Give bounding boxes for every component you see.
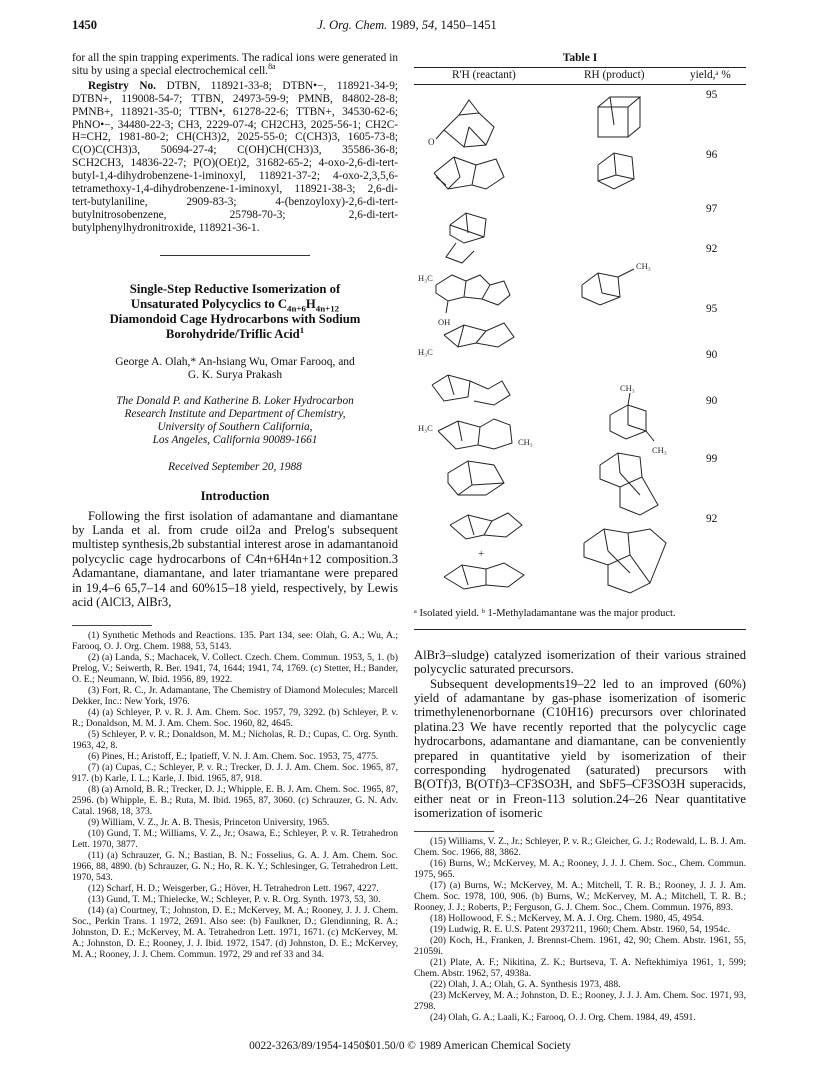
col-yield: yield,ᵃ %: [690, 68, 731, 81]
reactant-methyl-diene-structure: [444, 323, 514, 347]
table-title: Table I: [562, 52, 598, 64]
footnote: (17) (a) Burns, W.; McKervey, M. A.; Mitchell, T. R. B.; Rooney, J. J. J. Am. Chem. Soc. 1978, 100, 906. (b) Burns, W.; McKervey, M. A.; Mitchell, T. R. B.; Rooney, J. J.; Roberts, P.; Ferguson, G. J. Chem. Soc., Chem. Commun. 1976, 893.: [414, 879, 746, 913]
yield-value: 90: [706, 394, 718, 407]
footnote: (8) (a) Arnold, B. R.; Trecker, D. J.; Whipple, E. B. J. Am. Chem. Soc. 1965, 87, 2596. (b) Whipple, E. B.; Ruta, M. Ibid. 1965, 87, 3060. (c) Schrauzer, G. N. Adv. Catal. 1968, 18, 373.: [72, 784, 398, 818]
carry-over-paragraph: for all the spin trapping experiments. The radical ions were generated in situ by using a special electrochemical cell.$^{8a}$: [72, 52, 398, 77]
ch3-label-2: CH₃: [518, 436, 533, 447]
reactant-dimer-structure-b: [444, 563, 524, 589]
registry-label: Registry No.: [88, 79, 156, 92]
yield-value: 97: [706, 202, 718, 215]
footnote: (21) Plate, A. F.; Nikitina, Z. K.; Burtseva, T. A. Neftekhimiya 1961, 1, 599; Chem. Abstr. 1962, 57, 4938a.: [414, 956, 746, 979]
product-triamantane-structure: [584, 529, 666, 593]
right-paragraph-1: AlBr3–sludge) catalyzed isomerization of their various strained polycyclic saturated precursors.: [414, 647, 746, 677]
plus-sign: +: [478, 547, 485, 560]
article-title: Single-Step Reductive Isomerization of Unsaturated Polycyclics to $C_{4n+6}H_{4n+12}$ Diamondoid Cage Hydrocarbons with Sodium Borohydride/Triflic Acid$^1$: [109, 281, 361, 341]
affiliation: The Donald P. and Katherine B. Loker Hydrocarbon Research Institute and Department of Chemistry, University of Southern California, Los Angeles, California 90089-1661: [116, 394, 354, 446]
product-dimethyladamantane-structure: [610, 393, 654, 441]
journal-volume: 54,: [421, 18, 438, 32]
footnote: (7) (a) Cupas, C.; Schleyer, P. v. R.; Trecker, D. J. J. Am. Chem. Soc. 1965, 87, 917. (b) Karle, I. L.; Karle, J. Ibid. 1965, 87, 918.: [72, 762, 398, 785]
registry-paragraph: [72, 80, 398, 235]
structures-svg: [414, 85, 746, 600]
col-product: RH (product): [584, 68, 645, 81]
hydroxyl-label: OH: [438, 316, 451, 327]
footnote: (23) McKervey, M. A.; Johnston, D. E.; Rooney, J. J. J. Am. Chem. Soc. 1971, 93, 2798.: [414, 989, 746, 1012]
footnote: (3) Fort, R. C., Jr. Adamantane, The Chemistry of Diamond Molecules; Marcell Dekker, Inc.: New York, 1976.: [72, 685, 398, 708]
page-number: 1450: [72, 18, 97, 32]
reactant-dimethyl-structure: [438, 419, 512, 449]
h3c-label: H₃C: [418, 272, 433, 283]
authors: George A. Olah,* An-hsiang Wu, Omar Farooq, and G. K. Surya Prakash: [115, 355, 355, 382]
page-header: [72, 18, 742, 36]
col-reactant: R'H (reactant): [452, 68, 516, 81]
footnote: (22) Olah, J. A.; Olah, G. A. Synthesis 1973, 488.: [430, 978, 621, 990]
section-heading-introduction: Introduction: [200, 488, 270, 503]
footnote: (14) (a) Courtney, T.; Johnston, D. E.; McKervey, M. A.; Rooney, J. J. J. Chem. Soc., Perkin Trans. 1 1972, 2691. Also see: (b) Faulkner, D.; Glendinning, R. A.; Johnston, D. E.; McKervey, M. A. Tetrahedron Lett. 1971, 1671. (c) McKervey, M. A.; Johnston, D. E.; Rooney, J. J. Ibid. 1972, 1547. (d) Johnston, D. E.; McKervey, M. A.; Rooney, J. J. Chem. Commun. 1972, 29 and ref 33 and 34.: [72, 905, 398, 961]
footnote: (5) Schleyer, P. v. R.; Donaldson, M. M.; Nicholas, R. D.; Cupas, C. Org. Synth. 1963, 42, 8.: [72, 729, 398, 752]
footnote: (13) Gund, T. M.; Thielecke, W.; Schleyer, P. v. R. Org. Synth. 1973, 53, 30.: [88, 894, 381, 906]
right-column: [414, 52, 746, 1023]
yield-value: 95: [706, 88, 718, 101]
footnote: (9) William, V. Z., Jr. A. B. Thesis, Princeton University, 1965.: [88, 817, 330, 829]
reactant-bicyclic-structure: [432, 375, 510, 405]
journal-pages: 1450–1451: [440, 18, 497, 32]
product-diamantane-structure: [600, 453, 658, 515]
ch3-label-3: CH₃: [620, 382, 635, 393]
footnote: (18) Hollowood, F. S.; McKervey, M. A. J. Org. Chem. 1980, 45, 4954.: [430, 912, 704, 924]
h3c-label-3: H₃C: [418, 422, 433, 433]
footnote: (11) (a) Schrauzer, G. N.; Bastian, B. N.; Fosselius, G. A. J. Am. Chem. Soc. 1966, 88, 4890. (b) Schrauzer, G. N.; Ho, R. K. Y.; Schlesinger, G. Tetrahedron Lett. 1970, 543.: [72, 850, 398, 884]
footnote: (2) (a) Landa, S.; Machacek, V. Collect. Czech. Chem. Commun. 1953, 5, 1. (b) Prelog, V.; Seiwerth, R. Ber. 1941, 74, 1644; 1941, 74, 1769. (c) Stetter, H.; Bander, O. E.; Neumann, W. Ibid. 1956, 89, 1922.: [72, 652, 398, 686]
table-body: [414, 85, 746, 600]
footnote: (4) (a) Schleyer, P. v. R. J. Am. Chem. Soc. 1957, 79, 3292. (b) Schleyer, P. v. R.; Donaldson, M. M. J. Am. Chem. Soc. 1960, 82, 4645.: [72, 707, 398, 730]
yield-value: 92: [706, 512, 718, 525]
page-footer: 0022-3263/89/1954-1450$01.50/0 © 1989 American Chemical Society: [249, 1040, 571, 1052]
journal-citation: [72, 18, 742, 33]
product-methyladamantane-structure: [582, 269, 634, 305]
footnote: (20) Koch, H., Franken, J. Brennst-Chem. 1961, 42, 90; Chem. Abstr. 1961, 55, 21059i.: [414, 934, 746, 957]
yield-value: 92: [706, 242, 718, 255]
product-cage-structure: [598, 97, 640, 137]
reactant-ketone-structure: [436, 100, 494, 147]
reactant-dimer-structure-a: [450, 513, 522, 539]
reactant-diene-structure: [434, 157, 504, 189]
intro-paragraph: Following the first isolation of adamantane and diamantane by Landa et al. from crude oil2a and Prelog's subsequent multistep synthesis,2b substantial interest arose in adamantanoid polycyclic cage hydrocarbons of C4n+6H4n+12 composition.3 Adamantane, diamantane, and later triamantane were prepared in 19,4–6 65,7–14 and 60%15–18 yield, respectively, by Lewis acid (AlCl3, AlBr3,: [72, 508, 398, 609]
footnote: (24) Olah, G. A.; Laali, K.; Farooq, O. J. Org. Chem. 1984, 49, 4591.: [430, 1011, 696, 1023]
yield-value: 95: [706, 302, 718, 315]
footnote: (15) Williams, V. Z., Jr.; Schleyer, P. v. R.; Gleicher, G. J.; Rodewald, L. B. J. Am. Chem. Soc. 1966, 88, 3862.: [414, 835, 746, 858]
ch3-label-1: CH₃: [636, 260, 651, 271]
ch3-label-4: CH₃: [652, 444, 667, 455]
product-adamantane-structure: [598, 153, 634, 189]
footnote: (10) Gund, T. M.; Williams, V. Z., Jr.; Osawa, E.; Schleyer, P. v. R. Tetrahedron Lett. 1970, 3877.: [72, 828, 398, 851]
reactant-methyl-alcohol-structure: [436, 275, 510, 313]
h3c-label-2: H₃C: [418, 346, 433, 357]
yield-value: 99: [706, 452, 718, 465]
right-paragraph-2: Subsequent developments19–22 led to an improved (60%) yield of adamantane by gas-phase isomerization of isomeric trimethylenenorbornane (C10H16) precursors over chlorinated platina.23 We have recently reported that the polycyclic cage hydrocarbons, adamantane and diamantane, can be conveniently prepared in quantitative yield by isomerization of their corresponding hydrogenated (saturated) precursors with B(OTf)3, B(OTf)3–CF3SO3H, and SbF5–CF3SO3H superacids, either neat or in Freon-113 solution.24–26 Near quantitative isomerization of isomeric: [414, 676, 746, 821]
reactant-pentacyclic-structure: [448, 461, 504, 495]
footnote: (1) Synthetic Methods and Reactions. 135. Part 134, see: Olah, G. A.; Wu, A.; Farooq, O. J. Org. Chem. 1988, 53, 5143.: [72, 630, 398, 653]
footnote: (6) Pines, H.; Aristoff, E.; Ipatieff, V. N. J. Am. Chem. Soc. 1953, 75, 4775.: [88, 751, 379, 763]
registry-text: DTBN, 118921-33-8; DTBN•−, 118921-34-9; DTBN+, 119008-54-7; TTBN, 24973-59-9; PMNB, 84802-28-8; PMNB+, 118921-35-0; TTBN•, 61278-22-6; TTBN+, 34530-62-6; PhNO•−, 34480-22-3; CH3, 2229-07-4; CH2CH3, 2025-56-1; CH2C-H=CH2, 1981-80-2; CH(CH3)2, 2025-55-0; C(CH3)3, 1605-73-8; C(O)C(CH3)3, 50694-27-4; C(OH)CH(CH3)3, 35586-36-8; SCH2CH3, 14836-22-7; P(O)(OEt)2, 31682-65-2; 4-oxo-2,6-di-tert-butyl-1,4-dihydrobenzene-1-iminoxyl, 118921-37-2; 4-oxo-2,3,5,6-tetramethoxy-1,4-dihydrobenzene-1-iminoxyl, 118921-38-3; 2,6-di-tert-butylaniline, 2909-83-3; 4-(benzoyloxy)-2,6-di-tert-butylnitrosobenzene, 25798-70-3; 2,6-di-tert-butylphenylhydronitroxide, 118921-36-1.: [72, 79, 398, 234]
yield-value: 90: [706, 348, 718, 361]
reactant-tetracyclic-structure: [446, 213, 486, 263]
footnotes-left: [72, 630, 398, 960]
journal-year: 1989,: [390, 18, 419, 32]
footnote-divider-right: [414, 831, 494, 832]
footnotes-right: [414, 836, 746, 1023]
table-footnote: ᵃ Isolated yield. ᵇ 1-Methyladamantane was the major product.: [414, 607, 676, 619]
received-date: Received September 20, 1988: [168, 460, 302, 473]
footnote-divider: [72, 625, 152, 626]
journal-name: J. Org. Chem.: [317, 18, 388, 32]
section-divider: [160, 255, 310, 256]
left-column: [72, 52, 398, 960]
footnote: (16) Burns, W.; McKervey, M. A.; Rooney, J. J. J. Chem. Soc., Chem. Commun. 1975, 965.: [414, 857, 746, 880]
oxo-label: O: [428, 136, 435, 147]
yield-value: 96: [706, 148, 718, 161]
footnote: (19) Ludwig, R. E. U.S. Patent 2937211, 1960; Chem. Abstr. 1960, 54, 1954c.: [430, 923, 730, 935]
table-header: [414, 67, 746, 85]
footnote: (12) Scharf, H. D.; Weisgerber, G.; Höver, H. Tetrahedron Lett. 1967, 4227.: [88, 883, 379, 895]
